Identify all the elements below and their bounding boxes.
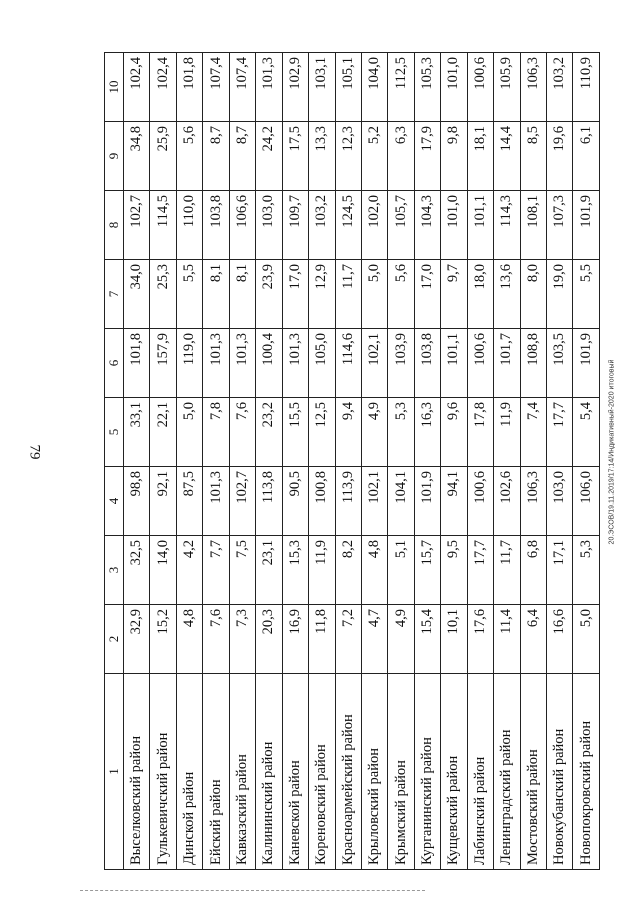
table-row <box>309 53 335 870</box>
value-cell: 23,1 <box>256 536 282 605</box>
value-cell: 107,4 <box>229 53 255 122</box>
value-cell: 7,5 <box>229 536 255 605</box>
value-cell: 105,1 <box>335 53 361 122</box>
value-cell: 101,3 <box>256 53 282 122</box>
value-cell: 98,8 <box>124 467 150 536</box>
value-cell: 17,5 <box>282 122 308 191</box>
value-cell: 4,9 <box>388 605 414 674</box>
table-row <box>467 53 493 870</box>
district-name-cell: Кавказский район <box>229 674 255 870</box>
value-cell: 19,6 <box>547 122 573 191</box>
district-name-cell: Красноармейский район <box>335 674 361 870</box>
value-cell: 112,5 <box>388 53 414 122</box>
table-row <box>494 53 520 870</box>
value-cell: 18,0 <box>467 260 493 329</box>
value-cell: 114,5 <box>150 191 176 260</box>
value-cell: 109,7 <box>282 191 308 260</box>
district-name-cell: Кореновский район <box>309 674 335 870</box>
table-row <box>229 53 255 870</box>
value-cell: 110,9 <box>573 53 600 122</box>
value-cell: 17,0 <box>414 260 440 329</box>
value-cell: 8,5 <box>520 122 546 191</box>
district-name-cell: Каневской район <box>282 674 308 870</box>
value-cell: 113,8 <box>256 467 282 536</box>
value-cell: 102,4 <box>124 53 150 122</box>
value-cell: 103,1 <box>309 53 335 122</box>
value-cell: 104,3 <box>414 191 440 260</box>
table-row <box>547 53 573 870</box>
value-cell: 102,6 <box>494 467 520 536</box>
column-header-7: 7 <box>105 260 124 329</box>
value-cell: 101,3 <box>229 329 255 398</box>
value-cell: 4,2 <box>176 536 202 605</box>
table-row <box>203 53 229 870</box>
value-cell: 101,1 <box>441 329 467 398</box>
table-row <box>414 53 440 870</box>
value-cell: 5,0 <box>573 605 600 674</box>
value-cell: 102,7 <box>229 467 255 536</box>
value-cell: 11,7 <box>335 260 361 329</box>
value-cell: 100,6 <box>467 467 493 536</box>
value-cell: 8,2 <box>335 536 361 605</box>
value-cell: 124,5 <box>335 191 361 260</box>
value-cell: 7,4 <box>520 398 546 467</box>
value-cell: 103,9 <box>388 329 414 398</box>
value-cell: 101,3 <box>282 329 308 398</box>
district-name-cell: Выселковский район <box>124 674 150 870</box>
value-cell: 119,0 <box>176 329 202 398</box>
table-row <box>335 53 361 870</box>
value-cell: 5,0 <box>176 398 202 467</box>
district-name-cell: Гулькевичский район <box>150 674 176 870</box>
value-cell: 106,0 <box>573 467 600 536</box>
value-cell: 114,6 <box>335 329 361 398</box>
value-cell: 100,6 <box>467 53 493 122</box>
value-cell: 17,1 <box>547 536 573 605</box>
table-row <box>388 53 414 870</box>
district-name-cell: Крыловский район <box>361 674 387 870</box>
value-cell: 101,9 <box>573 329 600 398</box>
table-row <box>441 53 467 870</box>
value-cell: 15,7 <box>414 536 440 605</box>
column-header-5: 5 <box>105 398 124 467</box>
value-cell: 5,5 <box>573 260 600 329</box>
value-cell: 106,3 <box>520 467 546 536</box>
value-cell: 101,0 <box>441 53 467 122</box>
value-cell: 16,3 <box>414 398 440 467</box>
value-cell: 9,8 <box>441 122 467 191</box>
value-cell: 105,3 <box>414 53 440 122</box>
value-cell: 11,9 <box>309 536 335 605</box>
value-cell: 25,3 <box>150 260 176 329</box>
district-name-cell: Лабинский район <box>467 674 493 870</box>
value-cell: 9,5 <box>441 536 467 605</box>
value-cell: 5,3 <box>573 536 600 605</box>
value-cell: 100,6 <box>467 329 493 398</box>
value-cell: 6,8 <box>520 536 546 605</box>
value-cell: 113,9 <box>335 467 361 536</box>
district-name-cell: Ленинградский район <box>494 674 520 870</box>
value-cell: 94,1 <box>441 467 467 536</box>
table-row <box>256 53 282 870</box>
value-cell: 7,2 <box>335 605 361 674</box>
value-cell: 101,9 <box>573 191 600 260</box>
value-cell: 4,7 <box>361 605 387 674</box>
value-cell: 103,2 <box>547 53 573 122</box>
value-cell: 101,8 <box>176 53 202 122</box>
value-cell: 100,8 <box>309 467 335 536</box>
value-cell: 33,1 <box>124 398 150 467</box>
value-cell: 107,4 <box>203 53 229 122</box>
value-cell: 9,7 <box>441 260 467 329</box>
value-cell: 22,1 <box>150 398 176 467</box>
value-cell: 105,9 <box>494 53 520 122</box>
column-header-2: 2 <box>105 605 124 674</box>
column-header-9: 9 <box>105 122 124 191</box>
district-name-cell: Динской район <box>176 674 202 870</box>
value-cell: 5,6 <box>388 260 414 329</box>
value-cell: 17,9 <box>414 122 440 191</box>
value-cell: 87,5 <box>176 467 202 536</box>
value-cell: 103,5 <box>547 329 573 398</box>
value-cell: 32,5 <box>124 536 150 605</box>
value-cell: 7,3 <box>229 605 255 674</box>
value-cell: 14,4 <box>494 122 520 191</box>
value-cell: 23,2 <box>256 398 282 467</box>
district-name-cell: Курганинский район <box>414 674 440 870</box>
value-cell: 102,4 <box>150 53 176 122</box>
value-cell: 105,0 <box>309 329 335 398</box>
district-name-cell: Мостовский район <box>520 674 546 870</box>
table-row <box>573 53 600 870</box>
district-name-cell: Крымский район <box>388 674 414 870</box>
value-cell: 101,0 <box>441 191 467 260</box>
value-cell: 102,0 <box>361 191 387 260</box>
table-row <box>176 53 202 870</box>
value-cell: 7,6 <box>229 398 255 467</box>
value-cell: 101,8 <box>124 329 150 398</box>
data-table <box>104 52 600 870</box>
value-cell: 104,0 <box>361 53 387 122</box>
value-cell: 157,9 <box>150 329 176 398</box>
value-cell: 15,4 <box>414 605 440 674</box>
value-cell: 5,3 <box>388 398 414 467</box>
value-cell: 101,9 <box>414 467 440 536</box>
district-name-cell: Новопокровский район <box>573 674 600 870</box>
column-header-3: 3 <box>105 536 124 605</box>
value-cell: 103,8 <box>414 329 440 398</box>
value-cell: 12,3 <box>335 122 361 191</box>
table-row <box>124 53 150 870</box>
value-cell: 11,8 <box>309 605 335 674</box>
value-cell: 11,4 <box>494 605 520 674</box>
value-cell: 108,8 <box>520 329 546 398</box>
value-cell: 103,8 <box>203 191 229 260</box>
value-cell: 103,2 <box>309 191 335 260</box>
value-cell: 5,2 <box>361 122 387 191</box>
value-cell: 24,2 <box>256 122 282 191</box>
value-cell: 114,3 <box>494 191 520 260</box>
value-cell: 5,4 <box>573 398 600 467</box>
value-cell: 110,0 <box>176 191 202 260</box>
value-cell: 106,3 <box>520 53 546 122</box>
value-cell: 4,8 <box>176 605 202 674</box>
value-cell: 9,4 <box>335 398 361 467</box>
column-header-10: 10 <box>105 53 124 122</box>
value-cell: 4,8 <box>361 536 387 605</box>
value-cell: 102,1 <box>361 467 387 536</box>
value-cell: 5,5 <box>176 260 202 329</box>
value-cell: 100,4 <box>256 329 282 398</box>
value-cell: 20,3 <box>256 605 282 674</box>
table-row <box>361 53 387 870</box>
value-cell: 19,0 <box>547 260 573 329</box>
table-body <box>124 53 600 870</box>
value-cell: 107,3 <box>547 191 573 260</box>
value-cell: 15,2 <box>150 605 176 674</box>
district-name-cell: Калининский район <box>256 674 282 870</box>
value-cell: 106,6 <box>229 191 255 260</box>
value-cell: 103,0 <box>547 467 573 536</box>
value-cell: 16,6 <box>547 605 573 674</box>
value-cell: 10,1 <box>441 605 467 674</box>
value-cell: 6,4 <box>520 605 546 674</box>
value-cell: 17,6 <box>467 605 493 674</box>
value-cell: 101,3 <box>203 467 229 536</box>
value-cell: 101,1 <box>467 191 493 260</box>
value-cell: 13,3 <box>309 122 335 191</box>
value-cell: 102,9 <box>282 53 308 122</box>
rotated-table-wrapper <box>104 52 600 870</box>
value-cell: 101,3 <box>203 329 229 398</box>
value-cell: 17,0 <box>282 260 308 329</box>
table-header-row <box>105 53 124 870</box>
value-cell: 15,5 <box>282 398 308 467</box>
value-cell: 5,1 <box>388 536 414 605</box>
value-cell: 14,0 <box>150 536 176 605</box>
value-cell: 8,0 <box>520 260 546 329</box>
value-cell: 16,9 <box>282 605 308 674</box>
value-cell: 4,9 <box>361 398 387 467</box>
value-cell: 90,5 <box>282 467 308 536</box>
value-cell: 12,5 <box>309 398 335 467</box>
district-name-cell: Новокубанский район <box>547 674 573 870</box>
value-cell: 9,6 <box>441 398 467 467</box>
value-cell: 102,1 <box>361 329 387 398</box>
value-cell: 13,6 <box>494 260 520 329</box>
value-cell: 5,0 <box>361 260 387 329</box>
table-row <box>282 53 308 870</box>
value-cell: 17,7 <box>467 536 493 605</box>
value-cell: 7,8 <box>203 398 229 467</box>
value-cell: 8,1 <box>229 260 255 329</box>
value-cell: 102,7 <box>124 191 150 260</box>
value-cell: 8,1 <box>203 260 229 329</box>
value-cell: 18,1 <box>467 122 493 191</box>
value-cell: 8,7 <box>203 122 229 191</box>
value-cell: 7,7 <box>203 536 229 605</box>
value-cell: 17,7 <box>547 398 573 467</box>
district-name-cell: Кущевский район <box>441 674 467 870</box>
page-number-text: 79 <box>26 444 43 460</box>
value-cell: 23,9 <box>256 260 282 329</box>
value-cell: 8,7 <box>229 122 255 191</box>
value-cell: 105,7 <box>388 191 414 260</box>
column-header-1: 1 <box>105 674 124 870</box>
value-cell: 25,9 <box>150 122 176 191</box>
table-container <box>104 52 600 870</box>
value-cell: 101,7 <box>494 329 520 398</box>
value-cell: 12,9 <box>309 260 335 329</box>
value-cell: 34,0 <box>124 260 150 329</box>
value-cell: 7,6 <box>203 605 229 674</box>
value-cell: 6,3 <box>388 122 414 191</box>
column-header-6: 6 <box>105 329 124 398</box>
value-cell: 11,9 <box>494 398 520 467</box>
table-row <box>520 53 546 870</box>
table-row <box>150 53 176 870</box>
value-cell: 104,1 <box>388 467 414 536</box>
value-cell: 92,1 <box>150 467 176 536</box>
value-cell: 34,8 <box>124 122 150 191</box>
value-cell: 32,9 <box>124 605 150 674</box>
value-cell: 11,7 <box>494 536 520 605</box>
page-edge-dashes <box>80 890 425 891</box>
value-cell: 6,1 <box>573 122 600 191</box>
value-cell: 108,1 <box>520 191 546 260</box>
column-header-4: 4 <box>105 467 124 536</box>
value-cell: 5,6 <box>176 122 202 191</box>
column-header-8: 8 <box>105 191 124 260</box>
value-cell: 15,3 <box>282 536 308 605</box>
value-cell: 103,0 <box>256 191 282 260</box>
value-cell: 17,8 <box>467 398 493 467</box>
footer-stamp-text: 20.ЭСОВ/19.11.2019/17:14/Индикативный-2020 итоговый <box>608 359 616 545</box>
district-name-cell: Ейский район <box>203 674 229 870</box>
